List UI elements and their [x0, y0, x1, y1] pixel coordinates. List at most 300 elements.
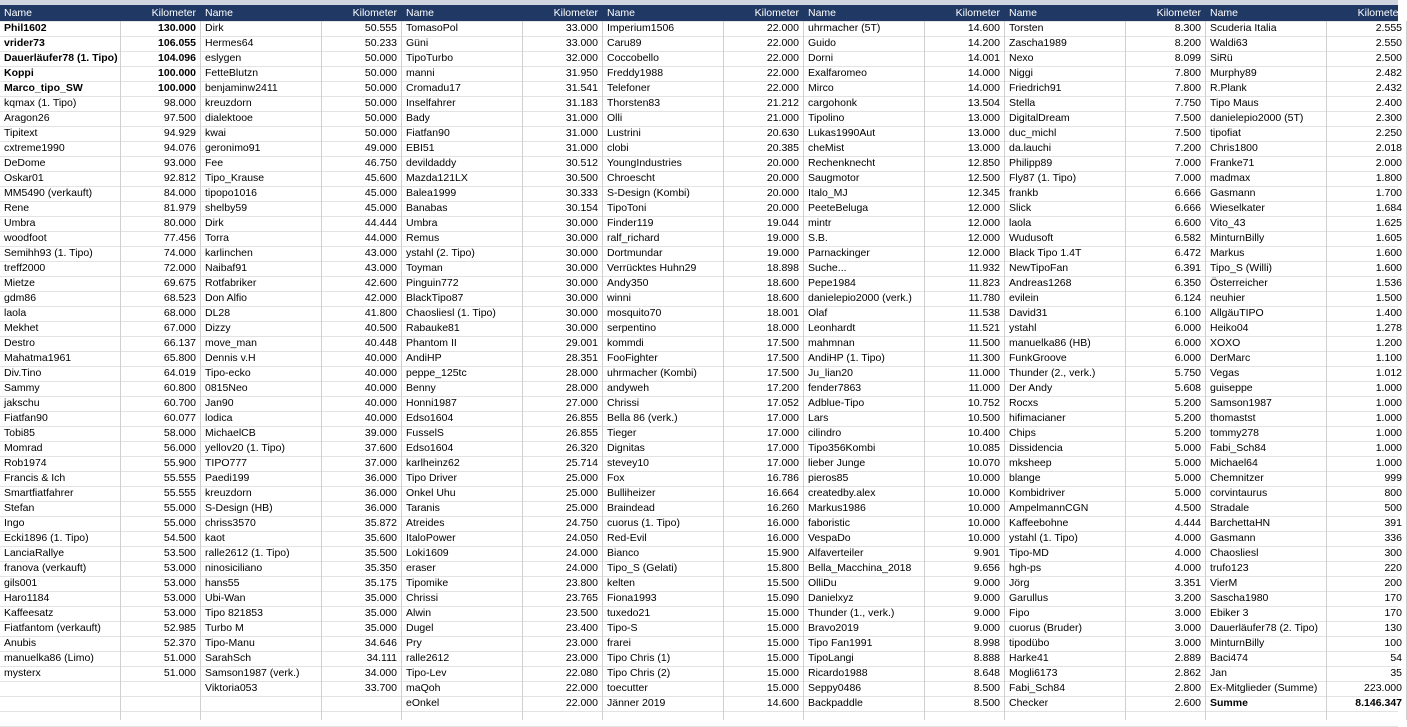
- cell-name[interactable]: hans55: [205, 577, 240, 589]
- cell-kilometer[interactable]: 80.000: [163, 217, 196, 229]
- cell-name[interactable]: manuelka86 (Limo): [4, 652, 94, 664]
- cell-kilometer[interactable]: 3.351: [1174, 577, 1201, 589]
- cell-kilometer[interactable]: 55.000: [163, 517, 196, 529]
- cell-kilometer[interactable]: 11.780: [968, 292, 1000, 304]
- cell-kilometer[interactable]: 20.000: [766, 157, 799, 169]
- cell-kilometer[interactable]: 30.000: [565, 262, 598, 274]
- header-kilometer[interactable]: Kilometer: [352, 7, 397, 19]
- cell-name[interactable]: Tipo-ecko: [205, 367, 251, 379]
- cell-name[interactable]: Nexo: [1009, 52, 1034, 64]
- cell-name[interactable]: Alfaverteiler: [808, 547, 864, 559]
- header-name[interactable]: Name: [1210, 7, 1239, 19]
- cell-name[interactable]: corvintaurus: [1210, 487, 1268, 499]
- cell-kilometer[interactable]: 5.200: [1174, 412, 1201, 424]
- cell-kilometer[interactable]: 29.001: [565, 337, 598, 349]
- cell-kilometer[interactable]: 13.000: [967, 127, 1000, 139]
- cell-name[interactable]: Balea1999: [406, 187, 457, 199]
- cell-name[interactable]: Fiona1993: [607, 592, 657, 604]
- cell-kilometer[interactable]: 33.700: [364, 682, 397, 694]
- cell-kilometer[interactable]: 35.175: [364, 577, 397, 589]
- cell-kilometer[interactable]: 94.076: [163, 142, 196, 154]
- cell-name[interactable]: Ingo: [4, 517, 25, 529]
- cell-kilometer[interactable]: 40.000: [364, 412, 397, 424]
- cell-name[interactable]: Cromadu17: [406, 82, 461, 94]
- cell-kilometer[interactable]: 42.000: [364, 292, 397, 304]
- cell-name[interactable]: vrider73: [4, 37, 45, 49]
- header-kilometer[interactable]: Kilometer: [754, 7, 799, 19]
- cell-name[interactable]: FusselS: [406, 427, 444, 439]
- cell-kilometer[interactable]: 26.855: [565, 427, 598, 439]
- cell-kilometer[interactable]: 94.929: [163, 127, 196, 139]
- cell-kilometer[interactable]: 35: [1390, 667, 1402, 679]
- cell-name[interactable]: createdby.alex: [808, 487, 876, 499]
- cell-kilometer[interactable]: 22.000: [766, 82, 799, 94]
- cell-name[interactable]: cuorus (Bruder): [1009, 622, 1082, 634]
- cell-kilometer[interactable]: 50.000: [364, 97, 397, 109]
- cell-kilometer[interactable]: 30.000: [565, 232, 598, 244]
- cell-name[interactable]: R.Plank: [1210, 82, 1247, 94]
- cell-name[interactable]: FetteBlutzn: [205, 67, 259, 79]
- cell-name[interactable]: Banabas: [406, 202, 448, 214]
- cell-name[interactable]: Caru89: [607, 37, 642, 49]
- cell-kilometer[interactable]: 17.200: [766, 382, 799, 394]
- cell-kilometer[interactable]: 10.000: [967, 502, 1000, 514]
- cell-kilometer[interactable]: 1.536: [1375, 277, 1402, 289]
- cell-kilometer[interactable]: 30.000: [565, 217, 598, 229]
- cell-kilometer[interactable]: 7.800: [1174, 82, 1201, 94]
- cell-name[interactable]: Franke71: [1210, 157, 1255, 169]
- cell-kilometer[interactable]: 220: [1384, 562, 1402, 574]
- cell-name[interactable]: Exalfaromeo: [808, 67, 867, 79]
- cell-name[interactable]: Tipomike: [406, 577, 449, 589]
- cell-name[interactable]: Tipo-Lev: [406, 667, 447, 679]
- cell-name[interactable]: kqmax (1. Tipo): [4, 97, 77, 109]
- cell-kilometer[interactable]: 28.000: [565, 367, 598, 379]
- cell-name[interactable]: Chrissi: [406, 592, 439, 604]
- cell-kilometer[interactable]: 336: [1384, 532, 1402, 544]
- cell-kilometer[interactable]: 35.872: [364, 517, 397, 529]
- cell-name[interactable]: mahmnan: [808, 337, 855, 349]
- cell-name[interactable]: geronimo91: [205, 142, 261, 154]
- cell-kilometer[interactable]: 11.932: [968, 262, 1000, 274]
- cell-name[interactable]: S-Design (Kombi): [607, 187, 690, 199]
- cell-kilometer[interactable]: 100.000: [158, 82, 196, 94]
- cell-name[interactable]: Edso1604: [406, 412, 454, 424]
- cell-kilometer[interactable]: 55.555: [163, 472, 196, 484]
- header-name[interactable]: Name: [1009, 7, 1038, 19]
- cell-name[interactable]: guiseppe: [1210, 382, 1253, 394]
- cell-name[interactable]: Rocxs: [1009, 397, 1039, 409]
- cell-kilometer[interactable]: 2.432: [1375, 82, 1402, 94]
- cell-name[interactable]: Umbra: [406, 217, 438, 229]
- cell-name[interactable]: Pinguin772: [406, 277, 459, 289]
- cell-kilometer[interactable]: 30.154: [565, 202, 598, 214]
- cell-name[interactable]: Destro: [4, 337, 35, 349]
- cell-kilometer[interactable]: 16.664: [766, 487, 799, 499]
- cell-name[interactable]: gdm86: [4, 292, 37, 304]
- cell-kilometer[interactable]: 22.000: [766, 67, 799, 79]
- cell-name[interactable]: duc_michl: [1009, 127, 1057, 139]
- cell-kilometer[interactable]: 65.800: [163, 352, 196, 364]
- cell-kilometer[interactable]: 104.096: [158, 52, 196, 64]
- cell-kilometer[interactable]: 35.600: [364, 532, 397, 544]
- cell-name[interactable]: Kaffeesatz: [4, 607, 54, 619]
- cell-kilometer[interactable]: 10.070: [967, 457, 1000, 469]
- cell-kilometer[interactable]: 52.370: [163, 637, 196, 649]
- header-kilometer[interactable]: Kilometer: [1156, 7, 1201, 19]
- cell-name[interactable]: Momrad: [4, 442, 43, 454]
- cell-name[interactable]: blange: [1009, 472, 1041, 484]
- cell-kilometer[interactable]: 60.077: [163, 412, 196, 424]
- cell-kilometer[interactable]: 72.000: [163, 262, 196, 274]
- cell-name[interactable]: kwai: [205, 127, 227, 139]
- cell-name[interactable]: Thorsten83: [607, 97, 661, 109]
- cell-kilometer[interactable]: 106.055: [158, 37, 196, 49]
- cell-kilometer[interactable]: 23.765: [565, 592, 598, 604]
- cell-name[interactable]: Tipo Fan1991: [808, 637, 873, 649]
- cell-name[interactable]: Lustrini: [607, 127, 641, 139]
- header-name[interactable]: Name: [205, 7, 234, 19]
- cell-kilometer[interactable]: 53.000: [163, 562, 196, 574]
- cell-name[interactable]: Dorni: [808, 52, 834, 64]
- cell-kilometer[interactable]: 35.500: [364, 547, 397, 559]
- cell-name[interactable]: Atreides: [406, 517, 445, 529]
- cell-name[interactable]: Toyman: [406, 262, 443, 274]
- cell-name[interactable]: woodfoot: [4, 232, 47, 244]
- cell-kilometer[interactable]: 39.000: [364, 427, 397, 439]
- cell-kilometer[interactable]: 55.900: [163, 457, 196, 469]
- cell-name[interactable]: chriss3570: [205, 517, 256, 529]
- cell-name[interactable]: Bulliheizer: [607, 487, 656, 499]
- cell-name[interactable]: ralle2612 (1. Tipo): [205, 547, 290, 559]
- cell-kilometer[interactable]: 22.000: [565, 682, 598, 694]
- cell-name[interactable]: laola: [1009, 217, 1032, 229]
- cell-kilometer[interactable]: 2.600: [1174, 697, 1201, 709]
- cell-kilometer[interactable]: 53.000: [163, 577, 196, 589]
- cell-kilometer[interactable]: 10.000: [967, 487, 1000, 499]
- cell-name[interactable]: Ex-Mitglieder (Summe): [1210, 682, 1318, 694]
- cell-kilometer[interactable]: 5.000: [1174, 487, 1201, 499]
- cell-name[interactable]: manni: [406, 67, 435, 79]
- cell-name[interactable]: kreuzdorn: [205, 97, 252, 109]
- cell-kilometer[interactable]: 6.666: [1174, 187, 1201, 199]
- cell-kilometer[interactable]: 7.200: [1174, 142, 1201, 154]
- header-kilometer[interactable]: Kilometer: [151, 7, 196, 19]
- cell-kilometer[interactable]: 24.000: [565, 562, 598, 574]
- cell-kilometer[interactable]: 17.500: [766, 367, 799, 379]
- cell-kilometer[interactable]: 6.124: [1174, 292, 1201, 304]
- cell-kilometer[interactable]: 1.500: [1375, 292, 1402, 304]
- cell-name[interactable]: MichaelCB: [205, 427, 256, 439]
- cell-name[interactable]: TipoTurbo: [406, 52, 454, 64]
- cell-kilometer[interactable]: 54: [1390, 652, 1402, 664]
- cell-name[interactable]: stevey10: [607, 457, 650, 469]
- cell-kilometer[interactable]: 9.000: [973, 607, 1000, 619]
- cell-kilometer[interactable]: 40.000: [364, 367, 397, 379]
- cell-kilometer[interactable]: 7.500: [1174, 127, 1201, 139]
- cell-kilometer[interactable]: 500: [1384, 502, 1402, 514]
- cell-kilometer[interactable]: 6.000: [1174, 322, 1201, 334]
- cell-kilometer[interactable]: 77.456: [163, 232, 196, 244]
- cell-kilometer[interactable]: 16.260: [766, 502, 799, 514]
- cell-name[interactable]: DeDome: [4, 157, 46, 169]
- cell-kilometer[interactable]: 93.000: [163, 157, 196, 169]
- cell-kilometer[interactable]: 7.500: [1174, 112, 1201, 124]
- cell-name[interactable]: Verrücktes Huhn29: [607, 262, 697, 274]
- cell-kilometer[interactable]: 30.000: [565, 277, 598, 289]
- cell-kilometer[interactable]: 15.900: [766, 547, 799, 559]
- cell-name[interactable]: Stradale: [1210, 502, 1250, 514]
- cell-kilometer[interactable]: 45.000: [364, 202, 397, 214]
- cell-name[interactable]: TipoLangi: [808, 652, 854, 664]
- cell-kilometer[interactable]: 37.000: [364, 457, 397, 469]
- cell-name[interactable]: Waldi63: [1210, 37, 1248, 49]
- cell-kilometer[interactable]: 2.482: [1375, 67, 1402, 79]
- cell-kilometer[interactable]: 1.000: [1375, 382, 1402, 394]
- cell-kilometer[interactable]: 23.800: [565, 577, 598, 589]
- cell-kilometer[interactable]: 50.000: [364, 67, 397, 79]
- cell-kilometer[interactable]: 28.000: [565, 382, 598, 394]
- cell-kilometer[interactable]: 26.320: [565, 442, 598, 454]
- cell-kilometer[interactable]: 17.052: [766, 397, 799, 409]
- cell-name[interactable]: Danielxyz: [808, 592, 854, 604]
- cell-kilometer[interactable]: 6.100: [1174, 307, 1201, 319]
- cell-name[interactable]: Ubi-Wan: [205, 592, 246, 604]
- cell-kilometer[interactable]: 4.000: [1174, 562, 1201, 574]
- cell-kilometer[interactable]: 30.512: [565, 157, 598, 169]
- cell-kilometer[interactable]: 37.600: [364, 442, 397, 454]
- cell-name[interactable]: Garullus: [1009, 592, 1049, 604]
- cell-kilometer[interactable]: 2.000: [1375, 157, 1402, 169]
- cell-name[interactable]: Chaosliesl (1. Tipo): [406, 307, 496, 319]
- cell-kilometer[interactable]: 2.018: [1375, 142, 1402, 154]
- cell-kilometer[interactable]: 11.823: [968, 277, 1000, 289]
- cell-kilometer[interactable]: 50.000: [364, 52, 397, 64]
- cell-kilometer[interactable]: 14.600: [766, 697, 799, 709]
- cell-name[interactable]: Stefan: [4, 502, 35, 514]
- cell-name[interactable]: Bianco: [607, 547, 640, 559]
- cell-name[interactable]: Chips: [1009, 427, 1036, 439]
- cell-kilometer[interactable]: 35.350: [364, 562, 397, 574]
- cell-name[interactable]: Samson1987: [1210, 397, 1272, 409]
- header-kilometer[interactable]: Kilometer: [1357, 7, 1402, 19]
- cell-kilometer[interactable]: 5.000: [1174, 472, 1201, 484]
- cell-name[interactable]: eOnkel: [406, 697, 440, 709]
- cell-kilometer[interactable]: 31.000: [565, 127, 598, 139]
- cell-name[interactable]: FooFighter: [607, 352, 658, 364]
- cell-name[interactable]: Fly87 (1. Tipo): [1009, 172, 1077, 184]
- cell-name[interactable]: Fox: [607, 472, 625, 484]
- cell-kilometer[interactable]: 1.605: [1375, 232, 1402, 244]
- cell-kilometer[interactable]: 50.000: [364, 82, 397, 94]
- cell-name[interactable]: manuelka86 (HB): [1009, 337, 1091, 349]
- cell-name[interactable]: Rabauke81: [406, 322, 460, 334]
- cell-kilometer[interactable]: 34.111: [366, 652, 397, 664]
- cell-name[interactable]: Aragon26: [4, 112, 50, 124]
- cell-kilometer[interactable]: 1.100: [1375, 352, 1402, 364]
- cell-kilometer[interactable]: 10.000: [967, 472, 1000, 484]
- cell-kilometer[interactable]: 68.523: [163, 292, 196, 304]
- cell-kilometer[interactable]: 40.448: [364, 337, 397, 349]
- cell-name[interactable]: Güni: [406, 37, 429, 49]
- cell-kilometer[interactable]: 50.233: [364, 37, 397, 49]
- header-name[interactable]: Name: [406, 7, 435, 19]
- cell-name[interactable]: Bella_Macchina_2018: [808, 562, 912, 574]
- cell-kilometer[interactable]: 6.000: [1174, 337, 1201, 349]
- cell-kilometer[interactable]: 21.212: [766, 97, 799, 109]
- cell-name[interactable]: Fabi_Sch84: [1009, 682, 1066, 694]
- cell-name[interactable]: Coccobello: [607, 52, 659, 64]
- cell-name[interactable]: LanciaRallye: [4, 547, 65, 559]
- cell-name[interactable]: dialektooe: [205, 112, 253, 124]
- cell-kilometer[interactable]: 22.000: [565, 697, 598, 709]
- cell-name[interactable]: cxtreme1990: [4, 142, 65, 154]
- cell-kilometer[interactable]: 36.000: [364, 502, 397, 514]
- cell-name[interactable]: Fiatfan90: [4, 412, 48, 424]
- cell-name[interactable]: shelby59: [205, 202, 248, 214]
- cell-name[interactable]: Slick: [1009, 202, 1032, 214]
- cell-kilometer[interactable]: 7.750: [1174, 97, 1201, 109]
- cell-kilometer[interactable]: 2.862: [1174, 667, 1201, 679]
- cell-name[interactable]: Braindead: [607, 502, 655, 514]
- cell-name[interactable]: PeeteBeluga: [808, 202, 869, 214]
- header-kilometer[interactable]: Kilometer: [553, 7, 598, 19]
- cell-name[interactable]: Vegas: [1210, 367, 1240, 379]
- cell-name[interactable]: AndiHP: [406, 352, 442, 364]
- cell-name[interactable]: Parnackinger: [808, 247, 870, 259]
- cell-kilometer[interactable]: 170: [1384, 592, 1402, 604]
- cell-kilometer[interactable]: 43.000: [364, 262, 397, 274]
- cell-name[interactable]: Freddy1988: [607, 67, 664, 79]
- cell-name[interactable]: karlheinz62: [406, 457, 460, 469]
- cell-kilometer[interactable]: 20.385: [766, 142, 799, 154]
- cell-kilometer[interactable]: 6.391: [1174, 262, 1201, 274]
- cell-name[interactable]: Div.Tino: [4, 367, 42, 379]
- cell-name[interactable]: Sammy: [4, 382, 40, 394]
- cell-name[interactable]: FunkGroove: [1009, 352, 1067, 364]
- cell-kilometer[interactable]: 6.000: [1174, 352, 1201, 364]
- cell-name[interactable]: Murphy89: [1210, 67, 1257, 79]
- cell-kilometer[interactable]: 12.345: [967, 187, 1000, 199]
- cell-kilometer[interactable]: 10.000: [967, 532, 1000, 544]
- cell-name[interactable]: danielepio2000 (verk.): [808, 292, 912, 304]
- cell-name[interactable]: MinturnBilly: [1210, 232, 1265, 244]
- cell-kilometer[interactable]: 3.200: [1174, 592, 1201, 604]
- header-name[interactable]: Name: [808, 7, 837, 19]
- cell-kilometer[interactable]: 200: [1384, 577, 1402, 589]
- cell-kilometer[interactable]: 17.000: [766, 427, 799, 439]
- cell-kilometer[interactable]: 2.250: [1375, 127, 1402, 139]
- cell-name[interactable]: Zascha1989: [1009, 37, 1067, 49]
- cell-kilometer[interactable]: 30.500: [565, 172, 598, 184]
- header-name[interactable]: Name: [607, 7, 636, 19]
- cell-kilometer[interactable]: 2.550: [1375, 37, 1402, 49]
- cell-name[interactable]: Fee: [205, 157, 224, 169]
- cell-name[interactable]: neuhier: [1210, 292, 1246, 304]
- cell-kilometer[interactable]: 5.750: [1174, 367, 1201, 379]
- cell-kilometer[interactable]: 1.000: [1375, 457, 1402, 469]
- cell-name[interactable]: frarei: [607, 637, 631, 649]
- cell-name[interactable]: ninosiciliano: [205, 562, 263, 574]
- cell-name[interactable]: Phil1602: [4, 22, 47, 34]
- cell-kilometer[interactable]: 97.500: [163, 112, 196, 124]
- cell-kilometer[interactable]: 9.000: [973, 592, 1000, 604]
- cell-kilometer[interactable]: 18.898: [766, 262, 799, 274]
- cell-name[interactable]: Seppy0486: [808, 682, 862, 694]
- cell-name[interactable]: Tipo Driver: [406, 472, 457, 484]
- cell-name[interactable]: Leonhardt: [808, 322, 856, 334]
- cell-kilometer[interactable]: 1.000: [1375, 427, 1402, 439]
- cell-name[interactable]: Bella 86 (verk.): [607, 412, 678, 424]
- cell-kilometer[interactable]: 81.979: [163, 202, 196, 214]
- cell-kilometer[interactable]: 1.400: [1375, 307, 1402, 319]
- cell-name[interactable]: Pry: [406, 637, 422, 649]
- cell-name[interactable]: Paedi199: [205, 472, 250, 484]
- cell-kilometer[interactable]: 12.850: [967, 157, 1000, 169]
- cell-name[interactable]: Rob1974: [4, 457, 47, 469]
- cell-name[interactable]: Niggi: [1009, 67, 1033, 79]
- cell-kilometer[interactable]: 60.800: [163, 382, 196, 394]
- cell-kilometer[interactable]: 74.000: [163, 247, 196, 259]
- cell-kilometer[interactable]: 1.278: [1375, 322, 1402, 334]
- cell-kilometer[interactable]: 5.000: [1174, 457, 1201, 469]
- cell-kilometer[interactable]: 84.000: [163, 187, 196, 199]
- cell-name[interactable]: Fiatfan90: [406, 127, 450, 139]
- cell-kilometer[interactable]: 18.600: [766, 292, 799, 304]
- cell-name[interactable]: mysterx: [4, 667, 41, 679]
- cell-name[interactable]: andyweh: [607, 382, 650, 394]
- cell-kilometer[interactable]: 1.000: [1375, 442, 1402, 454]
- cell-name[interactable]: laola: [4, 307, 27, 319]
- cell-kilometer[interactable]: 30.000: [565, 322, 598, 334]
- cell-name[interactable]: toecutter: [607, 682, 648, 694]
- cell-name[interactable]: Thunder (1., verk.): [808, 607, 895, 619]
- cell-name[interactable]: faboristic: [808, 517, 851, 529]
- cell-name[interactable]: Torsten: [1009, 22, 1044, 34]
- cell-name[interactable]: BlackTipo87: [406, 292, 464, 304]
- cell-name[interactable]: Umbra: [4, 217, 36, 229]
- cell-name[interactable]: Smartfiatfahrer: [4, 487, 74, 499]
- cell-name[interactable]: XOXO: [1210, 337, 1241, 349]
- cell-kilometer[interactable]: 1.600: [1375, 262, 1402, 274]
- cell-name[interactable]: DL28: [205, 307, 231, 319]
- cell-name[interactable]: Jörg: [1009, 577, 1030, 589]
- header-name[interactable]: Name: [4, 7, 33, 19]
- cell-kilometer[interactable]: 51.000: [163, 652, 196, 664]
- cell-name[interactable]: ItaloPower: [406, 532, 456, 544]
- cell-name[interactable]: Tipo356Kombi: [808, 442, 876, 454]
- cell-kilometer[interactable]: 43.000: [364, 247, 397, 259]
- cell-kilometer[interactable]: 223.000: [1364, 682, 1402, 694]
- cell-name[interactable]: tommy278: [1210, 427, 1260, 439]
- cell-name[interactable]: Dignitas: [607, 442, 645, 454]
- cell-name[interactable]: winni: [607, 292, 631, 304]
- cell-kilometer[interactable]: 21.000: [766, 112, 799, 124]
- cell-kilometer[interactable]: 15.000: [766, 682, 799, 694]
- cell-kilometer[interactable]: 15.000: [766, 637, 799, 649]
- cell-name[interactable]: Guido: [808, 37, 837, 49]
- cell-name[interactable]: Semihh93 (1. Tipo): [4, 247, 93, 259]
- cell-kilometer[interactable]: 20.630: [766, 127, 799, 139]
- cell-kilometer[interactable]: 58.000: [163, 427, 196, 439]
- cell-name[interactable]: Tipo_Krause: [205, 172, 265, 184]
- cell-kilometer[interactable]: 8.500: [973, 682, 1000, 694]
- cell-name[interactable]: Tipo 821853: [205, 607, 263, 619]
- cell-kilometer[interactable]: 11.000: [968, 382, 1000, 394]
- cell-kilometer[interactable]: 22.080: [565, 667, 598, 679]
- cell-name[interactable]: Wieselkater: [1210, 202, 1265, 214]
- cell-name[interactable]: AllgäuTIPO: [1210, 307, 1264, 319]
